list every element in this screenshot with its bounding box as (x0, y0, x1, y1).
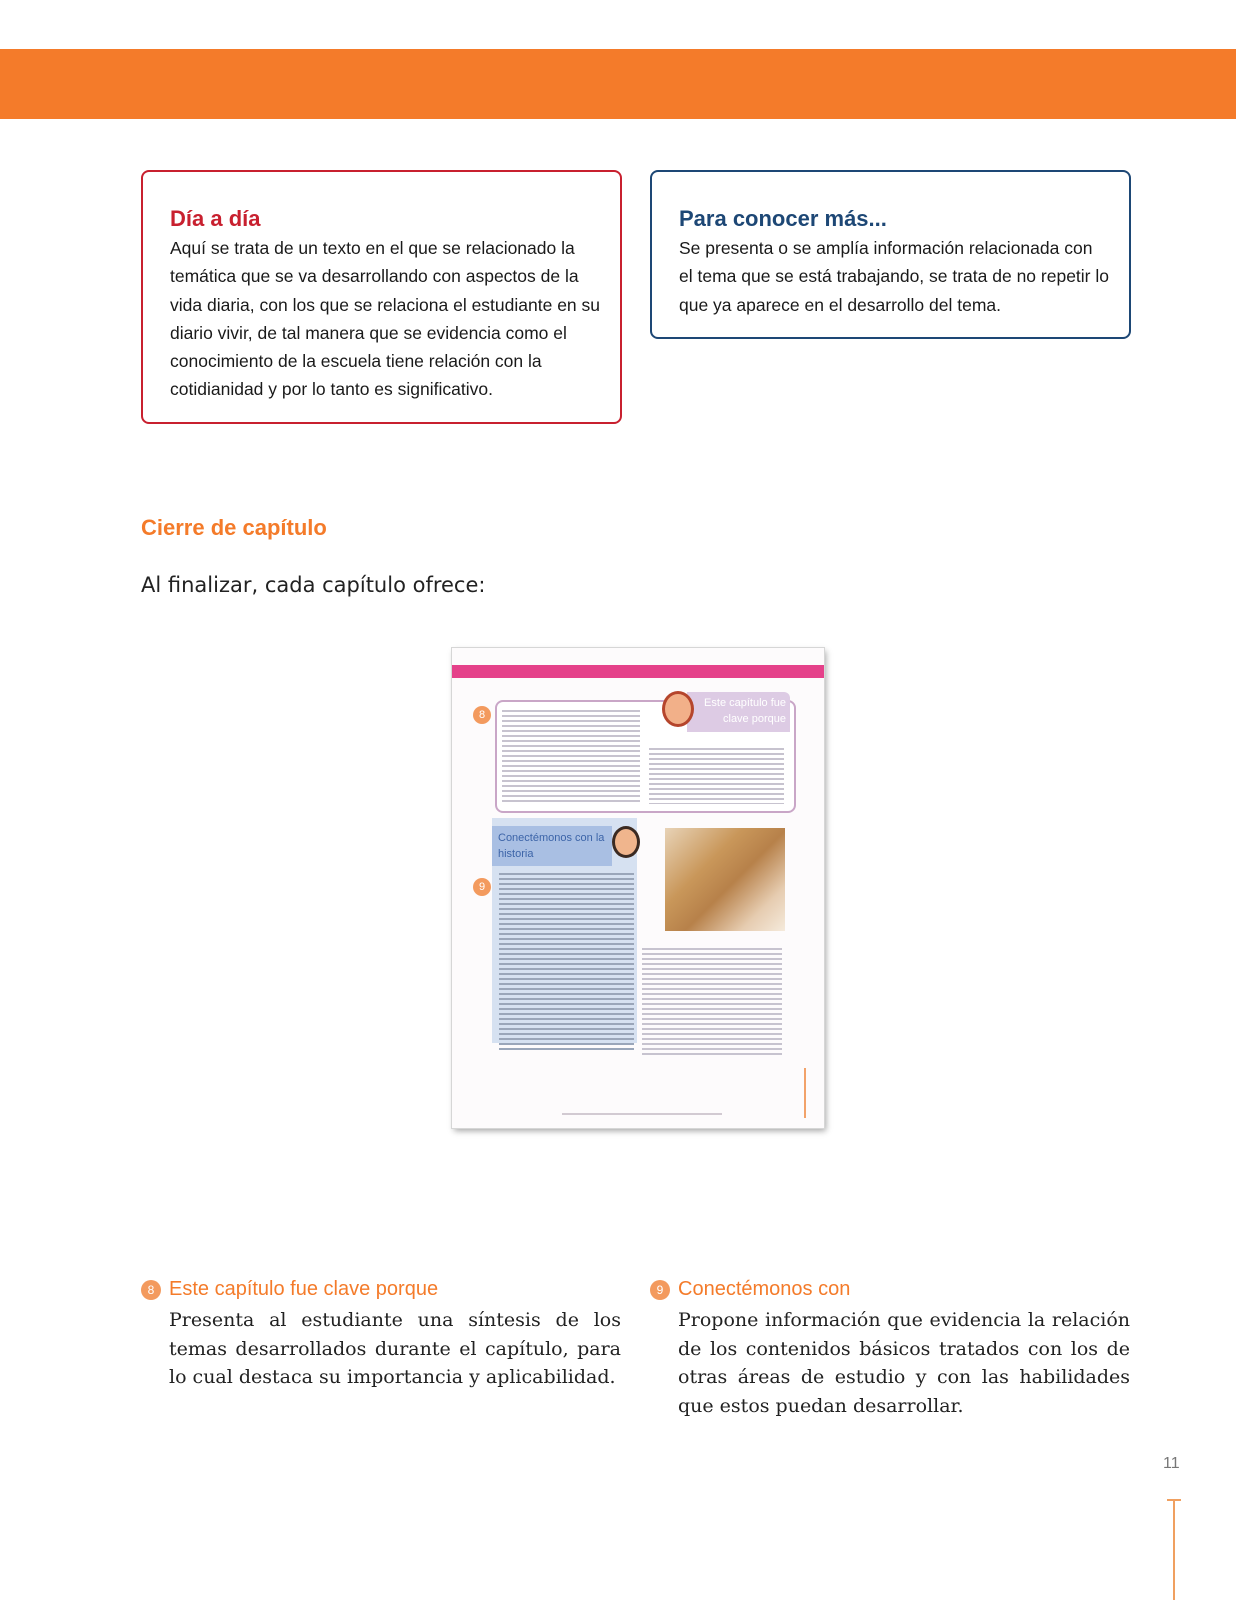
thumbnail-text-block (642, 948, 782, 1056)
feature-title: Conectémonos con (678, 1278, 851, 1300)
chapter-page-thumbnail (452, 648, 824, 1128)
girl-avatar-icon (662, 691, 694, 727)
thumbnail-number-8: 8 (473, 706, 491, 724)
para-conocer-mas-title: Para conocer más... (679, 206, 887, 231)
dia-a-dia-title: Día a día (170, 206, 261, 231)
thumbnail-history-title: Conectémonos con la historia (498, 832, 605, 860)
feature-text: Presenta al estudiante una síntesis de los temas desarrollados durante el capítulo, para lo cual destaca su importancia y aplicabilidad. (169, 1309, 621, 1388)
thumbnail-text-block (649, 748, 784, 804)
thumbnail-footer-line (562, 1113, 722, 1115)
thumbnail-header-band (452, 665, 824, 678)
section-title: Cierre de capítulo (141, 515, 327, 540)
page-number: 11 (1163, 1455, 1180, 1472)
boy-avatar-icon (612, 826, 640, 858)
section-intro: Al finalizar, cada capítulo ofrece: (141, 573, 486, 597)
feature-number-badge: 8 (141, 1280, 161, 1300)
feature-title: Este capítulo fue clave porque (169, 1278, 439, 1300)
thumbnail-text-block (502, 710, 640, 804)
para-conocer-mas-box (650, 170, 1131, 339)
dia-a-dia-box (141, 170, 622, 424)
margin-rule (1173, 1500, 1175, 1600)
para-conocer-mas-text: Se presenta o se amplía información relacionada con el tema que se está trabajando, se trata de no repetir lo que ya aparece en el desarrollo del tema. (679, 238, 1109, 315)
feature-number-badge: 9 (650, 1280, 670, 1300)
header-band (0, 49, 1236, 119)
dia-a-dia-text: Aquí se trata de un texto en el que se relacionado la temática que se va desarrollando con aspectos de la vida diaria, con los que se relaciona el estudiante en su diario vivir, de tal manera que se evidencia como el conocimiento de la escuela tiene relación con la cotidianidad y por lo tanto es significativo. (170, 238, 600, 400)
feature-text: Propone información que evidencia la relación de los contenidos básicos tratados con los de otras áreas de estudio y con las habilidades que estos puedan desarrollar. (678, 1309, 1130, 1417)
thumbnail-number-9: 9 (473, 878, 491, 896)
thumbnail-text-block (499, 873, 634, 1053)
thumbnail-margin-rule (804, 1068, 806, 1118)
thumbnail-tag-text: Este capítulo fue clave porque (704, 697, 786, 725)
thumbnail-illustration (665, 828, 785, 931)
